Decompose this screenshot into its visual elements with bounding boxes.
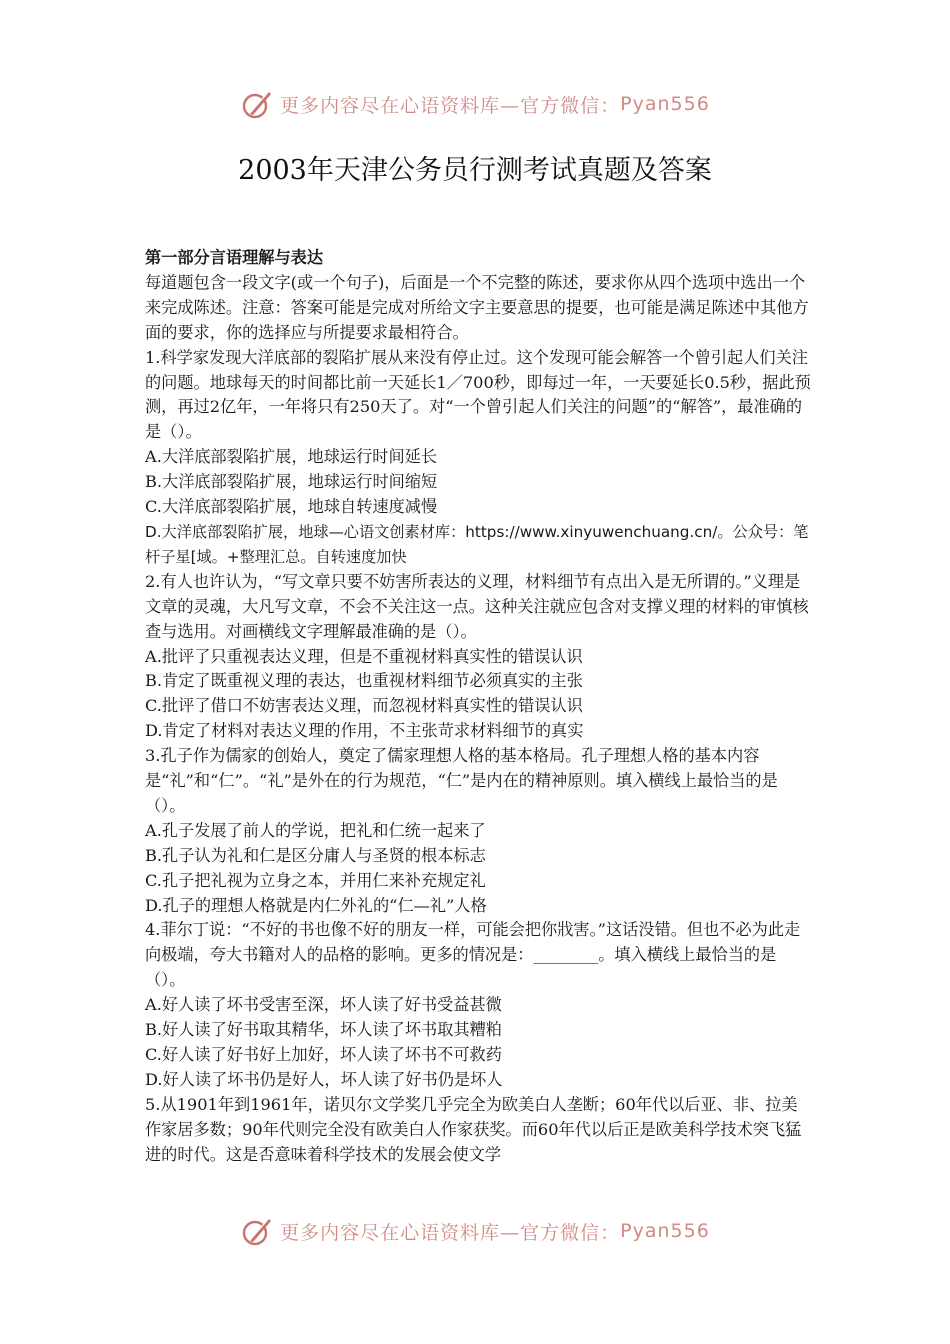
question-option: D.好人读了坏书仍是好人，坏人读了好书仍是坏人 [145, 1069, 503, 1089]
question-option: B.肯定了既重视义理的表达，也重视材料细节必须真实的主张 [145, 671, 583, 691]
question-option: C.孔子把礼视为立身之本，并用仁来补充规定礼 [145, 870, 486, 890]
watermark-banner-top [0, 84, 950, 124]
watermark-text: 更多内容尽在心语资料库—官方微信： [280, 1221, 621, 1244]
question-stem: 4.菲尔丁说：“不好的书也像不好的朋友一样，可能会把你戕害。”这话没错。但也不必为此走向极端，夸大书籍对人的品格的影响。更多的情况是：________。填入横线上最恰当的是（）。 [145, 920, 801, 990]
question-stem: 5.从1901年到1961年，诺贝尔文学奖几乎完全为欧美白人垄断；60年代以后亚、非、拉美作家居多数；90年代则完全没有欧美白人作家获奖。而60年代以后正是欧美科学技术突飞猛进的时代。这是否意味着科学技术的发展会使文学 [145, 1094, 802, 1164]
question-option: B.大洋底部裂陷扩展，地球运行时间缩短 [145, 472, 438, 492]
question-option: C.大洋底部裂陷扩展，地球自转速度减慢 [145, 497, 438, 517]
section-intro: 每道题包含一段文字(或一个句子)，后面是一个不完整的陈述，要求你从四个选项中选出一个来完成陈述。注意：答案可能是完成对所给文字主要意思的提要，也可能是满足陈述中其他方面的要求，你的选择应与所提要求最相符合。 [145, 272, 809, 342]
question-option: A.批评了只重视表达义理，但是不重视材料真实性的错误认识 [145, 646, 583, 666]
question-option: D.肯定了材料对表达义理的作用，不主张苛求材料细节的真实 [145, 721, 584, 741]
watermark-banner-bottom [0, 1211, 950, 1251]
question-option: A.好人读了坏书受害至深，坏人读了好书受益甚微 [145, 995, 502, 1015]
question-option: A.孔子发展了前人的学说，把礼和仁统一起来了 [145, 820, 486, 840]
quill-pen-circle-icon [240, 87, 274, 121]
question-option: C.批评了借口不妨害表达义理，而忽视材料真实性的错误认识 [145, 696, 583, 716]
question-stem: 1.科学家发现大洋底部的裂陷扩展从来没有停止过。这个发现可能会解答一个曾引起人们关注的问题。地球每天的时间都比前一天延长1／700秒，即每过一年，一天要延长0.5秒，据此预测，再过2亿年，一年将只有250天了。对“一个曾引起人们关注的问题”的“解答”，最准确的是（）。 [145, 347, 811, 442]
question-stem: 2.有人也许认为，“写文章只要不妨害所表达的义理，材料细节有点出入是无所谓的。”义理是文章的灵魂，大凡写文章，不会不关注这一点。这种关注就应包含对支撑义理的材料的审慎核查与选用。对画横线文字理解最准确的是（）。 [145, 571, 809, 641]
question-option: A.大洋底部裂陷扩展，地球运行时间延长 [145, 447, 438, 467]
question-option: C.好人读了好书好上加好，坏人读了坏书不可救药 [145, 1045, 502, 1064]
section-heading: 第一部分言语理解与表达 [145, 248, 324, 267]
quill-pen-circle-icon [240, 1214, 274, 1248]
question-option: B.好人读了好书取其精华，坏人读了坏书取其糟粕 [145, 1020, 502, 1040]
question-option: D.孔子的理想人格就是内仁外礼的“仁—礼”人格 [145, 895, 487, 915]
watermark-wechat-id: Pyan556 [620, 93, 710, 115]
question-option-with-ad: D.大洋底部裂陷扩展，地球—心语文创素材库：https://www.xinyuwenchuang.cn/。公众号：笔杆子星[域。+整理汇总。自转速度加快 [145, 522, 809, 566]
question-option: B.孔子认为礼和仁是区分庸人与圣贤的根本标志 [145, 845, 486, 865]
document-title: 2003年天津公务员行测考试真题及答案 [238, 155, 712, 186]
question-stem: 3.孔子作为儒家的创始人，奠定了儒家理想人格的基本格局。孔子理想人格的基本内容是“礼”和“仁”。“礼”是外在的行为规范，“仁”是内在的精神原则。填入横线上最恰当的是（）。 [145, 746, 778, 815]
watermark-text: 更多内容尽在心语资料库—官方微信： [280, 94, 621, 117]
watermark-wechat-id: Pyan556 [620, 1220, 710, 1242]
document-body [145, 246, 811, 1168]
